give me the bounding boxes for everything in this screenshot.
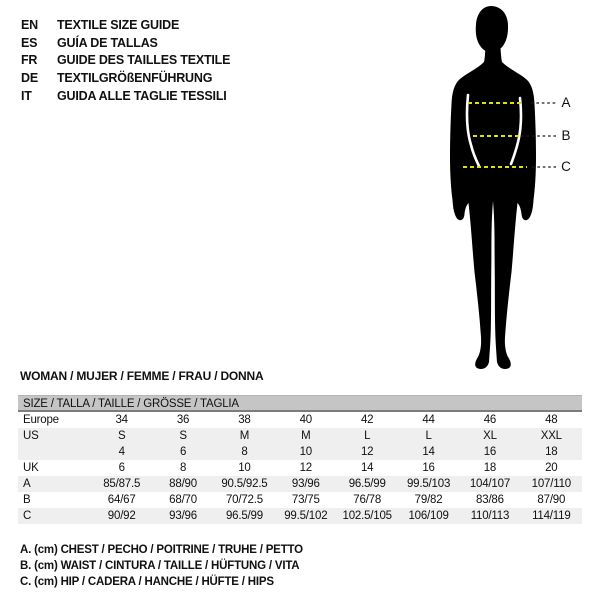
table-row	[18, 508, 582, 524]
silhouette-head	[476, 6, 508, 52]
legend-line: B. (cm) WAIST / CINTURA / TAILLE / HÜFTUNG / VITA	[20, 560, 300, 572]
size-cell: 87/90	[537, 494, 566, 506]
size-cell: 16	[483, 446, 497, 458]
size-table	[18, 395, 582, 524]
size-cell: L	[364, 430, 371, 442]
row-label: Europe	[23, 414, 59, 426]
size-cell: 6	[179, 446, 187, 458]
size-cell: 83/86	[476, 494, 504, 506]
size-cell: 107/110	[531, 478, 571, 490]
language-row	[21, 35, 230, 53]
size-cell: 79/82	[414, 494, 443, 506]
size-cell: 6	[118, 462, 125, 474]
row-label: US	[23, 430, 39, 442]
size-cell: 40	[299, 414, 313, 426]
section-title: WOMAN / MUJER / FEMME / FRAU / DONNA	[20, 369, 264, 383]
size-cell: 106/109	[408, 510, 449, 522]
size-cell: M	[239, 430, 250, 442]
table-row	[18, 428, 582, 444]
language-row	[21, 88, 230, 106]
size-cell: 34	[115, 414, 128, 426]
size-cell: 48	[545, 414, 558, 426]
size-cell: 64/67	[107, 494, 136, 506]
language-code: DE	[21, 71, 38, 86]
size-cell: M	[301, 430, 311, 442]
marker-label-chest: A	[561, 95, 571, 110]
size-cell: 102.5/105	[342, 510, 392, 522]
language-row	[21, 17, 230, 35]
size-cell: 70/72.5	[225, 494, 263, 506]
size-cell: 14	[360, 462, 374, 474]
language-guide-title: TEXTILE SIZE GUIDE	[57, 18, 180, 32]
size-cell: 18	[483, 462, 497, 474]
table-row	[18, 492, 582, 508]
size-cell: 46	[483, 414, 497, 426]
language-row	[21, 52, 230, 70]
size-cell: S	[179, 430, 187, 442]
size-cell: 8	[241, 446, 248, 458]
legend-line: A. (cm) CHEST / PECHO / POITRINE / TRUHE / PETTO	[20, 544, 303, 556]
language-code: IT	[21, 88, 32, 103]
size-cell: 42	[360, 414, 374, 426]
language-code: EN	[21, 18, 38, 32]
size-cell: 12	[360, 446, 374, 458]
marker-label-hip: C	[561, 159, 571, 174]
size-cell: 96.5/99	[225, 510, 263, 522]
row-label: B	[23, 494, 31, 506]
size-cell: 10	[238, 462, 251, 474]
legend-line: C. (cm) HIP / CADERA / HANCHE / HÜFTE / HIPS	[20, 576, 274, 588]
table-row	[18, 444, 582, 460]
size-cell: 90.5/92.5	[221, 478, 268, 490]
marker-label-waist: B	[561, 128, 571, 143]
size-cell: 14	[422, 446, 435, 458]
size-cell: 90/92	[107, 510, 136, 522]
woman-silhouette	[420, 0, 600, 380]
language-guide-title: GUIDA ALLE TAGLIE TESSILI	[57, 88, 227, 103]
size-cell: 85/87.5	[103, 478, 141, 490]
size-cell: 8	[179, 462, 187, 474]
size-cell: 68/70	[169, 494, 197, 506]
size-cell: 96.5/99	[348, 478, 386, 490]
table-row	[18, 460, 582, 476]
language-code: FR	[21, 53, 38, 68]
size-cell: 20	[545, 462, 558, 474]
row-label: A	[23, 478, 31, 490]
size-cell: 16	[422, 462, 435, 474]
size-cell: 18	[545, 446, 558, 458]
table-header: SIZE / TALLA / TAILLE / GRÖSSE / TAGLIA	[18, 395, 582, 412]
measurement-legend	[20, 542, 303, 590]
size-cell: S	[117, 430, 126, 442]
table-row	[18, 412, 582, 428]
size-cell: XXL	[540, 430, 562, 442]
size-cell: 36	[176, 414, 190, 426]
language-title-list	[21, 17, 230, 105]
language-guide-title: GUÍA DE TALLAS	[57, 35, 158, 50]
size-cell: 93/96	[291, 478, 320, 490]
size-cell: 104/107	[469, 478, 511, 490]
size-cell: 99.5/102	[284, 510, 328, 522]
size-cell: 99.5/103	[406, 478, 451, 490]
size-cell: 76/78	[353, 494, 382, 506]
table-row	[18, 476, 582, 492]
size-cell: 73/75	[291, 494, 320, 506]
size-cell: 44	[422, 414, 435, 426]
silhouette-body	[450, 44, 536, 369]
size-cell: 12	[299, 462, 313, 474]
size-cell: 114/119	[532, 510, 571, 522]
size-cell: L	[425, 430, 432, 442]
size-cell: 4	[118, 446, 125, 458]
language-code: ES	[21, 35, 38, 50]
table-body	[18, 412, 582, 524]
size-cell: 88/90	[169, 478, 197, 490]
language-row	[21, 70, 230, 88]
language-guide-title: TEXTILGRÖßENFÜHRUNG	[57, 71, 213, 86]
size-cell: XL	[483, 430, 497, 442]
language-guide-title: GUIDE DES TAILLES TEXTILE	[57, 53, 231, 68]
row-label	[18, 444, 91, 460]
row-label: UK	[23, 462, 39, 474]
size-cell: 10	[299, 446, 313, 458]
size-cell: 110/113	[470, 510, 510, 522]
row-label: C	[23, 510, 32, 522]
size-cell: 38	[238, 414, 251, 426]
size-cell: 93/96	[169, 510, 197, 522]
